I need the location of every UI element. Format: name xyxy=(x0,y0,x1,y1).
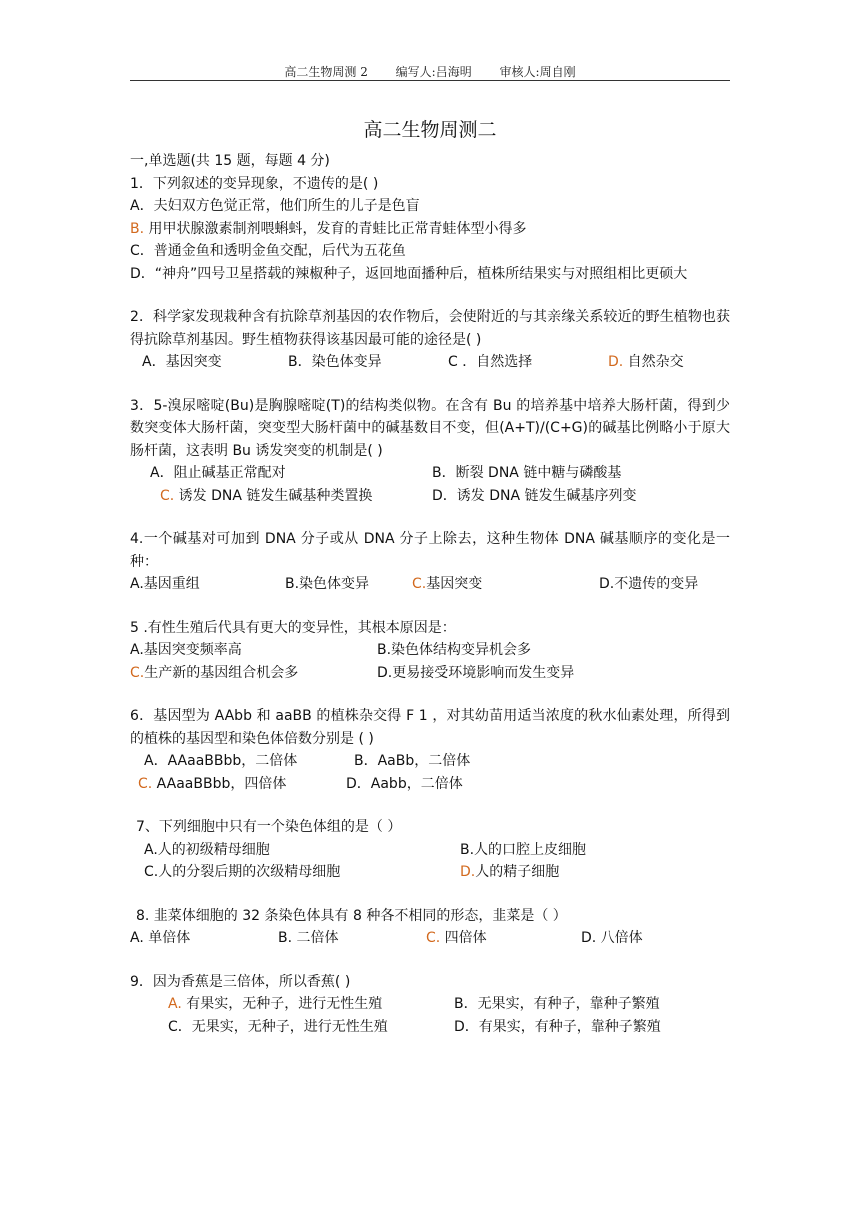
options-row xyxy=(130,351,730,374)
header-author: 编写人:吕海明 xyxy=(395,65,472,79)
options-row xyxy=(130,750,730,773)
option-text: 自然杂交 xyxy=(623,354,684,370)
page-title: 高二生物周测二 xyxy=(363,119,497,141)
option-b: B.人的口腔上皮细胞 xyxy=(460,841,587,858)
header-reviewer: 审核人:周自刚 xyxy=(499,65,576,79)
option-a: A.基因突变频率高 xyxy=(130,642,242,658)
question-8 xyxy=(130,905,730,950)
answer-letter: D. xyxy=(460,864,476,880)
answer-letter: D. xyxy=(608,354,624,370)
option-a: A.人的初级精母细胞 xyxy=(144,841,270,858)
question-5 xyxy=(130,617,730,685)
question-stem: 8. 韭菜体细胞的 32 条染色体具有 8 种各不相同的形态，韭菜是（ ） xyxy=(136,907,567,924)
option-text: 四倍体 xyxy=(440,930,487,946)
question-2 xyxy=(130,306,730,374)
question-stem: 9．因为香蕉是三倍体，所以香蕉( ) xyxy=(130,973,351,990)
option-text: 诱发 DNA 链发生碱基种类置换 xyxy=(174,487,373,504)
header-course: 高二生物周测 2 xyxy=(284,65,368,79)
option-a: A. 单倍体 xyxy=(130,930,191,946)
options-row xyxy=(130,839,730,862)
option-d xyxy=(460,861,559,884)
option-d: D．有果实，有种子，靠种子繁殖 xyxy=(454,1018,661,1035)
option-b: B．无果实，有种子，靠种子繁殖 xyxy=(454,996,660,1012)
option-c: C ．自然选择 xyxy=(448,354,533,370)
options-row xyxy=(130,573,730,596)
option-b: B.染色体变异 xyxy=(285,576,370,592)
option-c: C．无果实，无种子，进行无性生殖 xyxy=(168,1018,388,1035)
question-stem: 5 .有性生殖后代具有更大的变异性，其根本原因是： xyxy=(130,619,456,636)
option-a: A．阻止碱基正常配对 xyxy=(150,465,286,481)
question-6 xyxy=(130,705,730,795)
option-c: C．普通金鱼和透明金鱼交配，后代为五花鱼 xyxy=(130,243,406,259)
option-c xyxy=(160,485,432,508)
options-row xyxy=(130,927,730,950)
options-row xyxy=(130,662,730,685)
option-d: D．“神舟”四号卫星搭载的辣椒种子，返回地面播种后，植株所结果实与对照组相比更硕大 xyxy=(130,265,688,282)
option-d: D.不遗传的变异 xyxy=(599,576,699,592)
options-row xyxy=(130,639,730,662)
question-7 xyxy=(130,816,730,884)
section-heading: 一,单选题(共 15 题，每题 4 分) xyxy=(130,153,330,169)
option-d: D．Aabb，二倍体 xyxy=(346,775,463,792)
question-stem: 3．5-溴尿嘧啶(Bu)是胸腺嘧啶(T)的结构类似物。在含有 Bu 的培养基中培养大肠杆菌，得到少数突变体大肠杆菌，突变型大肠杆菌中的碱基数目不变，但(A+T)/(C+G)的碱基比例略小于原大肠杆菌，这表明 Bu 诱发突变的机制是( ) xyxy=(130,397,730,459)
option-d: D.更易接受环境影响而发生变异 xyxy=(377,664,575,681)
answer-letter: B. xyxy=(130,220,145,237)
options-row xyxy=(130,861,730,884)
question-4 xyxy=(130,528,730,596)
option-c xyxy=(138,773,346,796)
question-9 xyxy=(130,971,730,1039)
option-b: B. 二倍体 xyxy=(278,930,339,946)
option-c xyxy=(426,927,581,950)
option-text: 生产新的基因组合机会多 xyxy=(144,664,299,681)
option-c xyxy=(130,662,377,685)
options-row xyxy=(130,993,730,1016)
option-text: 有果实，无种子，进行无性生殖 xyxy=(181,996,383,1012)
option-a: A．AAaaBBbb，二倍体 xyxy=(144,753,298,769)
option-text: 用甲状腺激素制剂喂蝌蚪，发育的青蛙比正常青蛙体型小得多 xyxy=(144,220,527,237)
answer-letter: C. xyxy=(138,775,153,792)
option-a: A．夫妇双方色觉正常，他们所生的儿子是色盲 xyxy=(130,198,420,214)
answer-letter: C. xyxy=(130,664,145,681)
answer-letter: C. xyxy=(412,576,427,592)
question-stem: 6．基因型为 AAbb 和 aaBB 的植株杂交得 F 1 ，对其幼苗用适当浓度的秋水仙素处理，所得到的植株的基因型和染色体倍数分别是 ( ) xyxy=(130,708,730,747)
option-d: D. 八倍体 xyxy=(581,930,643,946)
option-b: B．断裂 DNA 链中糖与磷酸基 xyxy=(432,465,622,481)
options-row xyxy=(130,1016,730,1039)
options-row xyxy=(130,462,730,485)
answer-letter: A. xyxy=(168,996,182,1012)
question-stem: 1．下列叙述的变异现象，不遗传的是( ) xyxy=(130,175,379,192)
options-row xyxy=(130,485,730,508)
question-stem: 2．科学家发现栽种含有抗除草剂基因的农作物后，会使附近的与其亲缘关系较近的野生植物也获得抗除草剂基因。野生植物获得该基因最可能的途径是( ) xyxy=(130,309,730,348)
question-stem: 4.一个碱基对可加到 DNA 分子或从 DNA 分子上除去，这种生物体 DNA 碱基顺序的变化是一种： xyxy=(130,531,730,570)
option-c xyxy=(412,573,599,596)
page-header xyxy=(130,63,730,80)
option-text: 基因突变 xyxy=(426,576,483,592)
option-d: D．诱发 DNA 链发生碱基序列变 xyxy=(432,487,637,504)
option-a: A.基因重组 xyxy=(130,576,200,592)
option-b: B．染色体变异 xyxy=(288,354,382,370)
options-row xyxy=(130,773,730,796)
option-a: A．基因突变 xyxy=(142,354,222,370)
question-3 xyxy=(130,395,730,508)
answer-letter: C. xyxy=(160,487,175,504)
header-rule xyxy=(130,80,730,81)
option-b: B．AaBb，二倍体 xyxy=(354,753,471,769)
question-stem: 7、下列细胞中只有一个染色体组的是（ ） xyxy=(136,819,402,835)
option-b xyxy=(130,218,730,241)
option-text: AAaaBBbb，四倍体 xyxy=(152,775,287,792)
question-1 xyxy=(130,173,730,286)
answer-letter: C. xyxy=(426,930,441,946)
option-c: C.人的分裂后期的次级精母细胞 xyxy=(144,864,341,880)
option-d xyxy=(608,351,684,374)
exam-content xyxy=(130,150,730,1038)
option-text: 人的精子细胞 xyxy=(475,864,560,880)
option-a xyxy=(168,993,454,1016)
option-b: B.染色体结构变异机会多 xyxy=(377,642,532,658)
